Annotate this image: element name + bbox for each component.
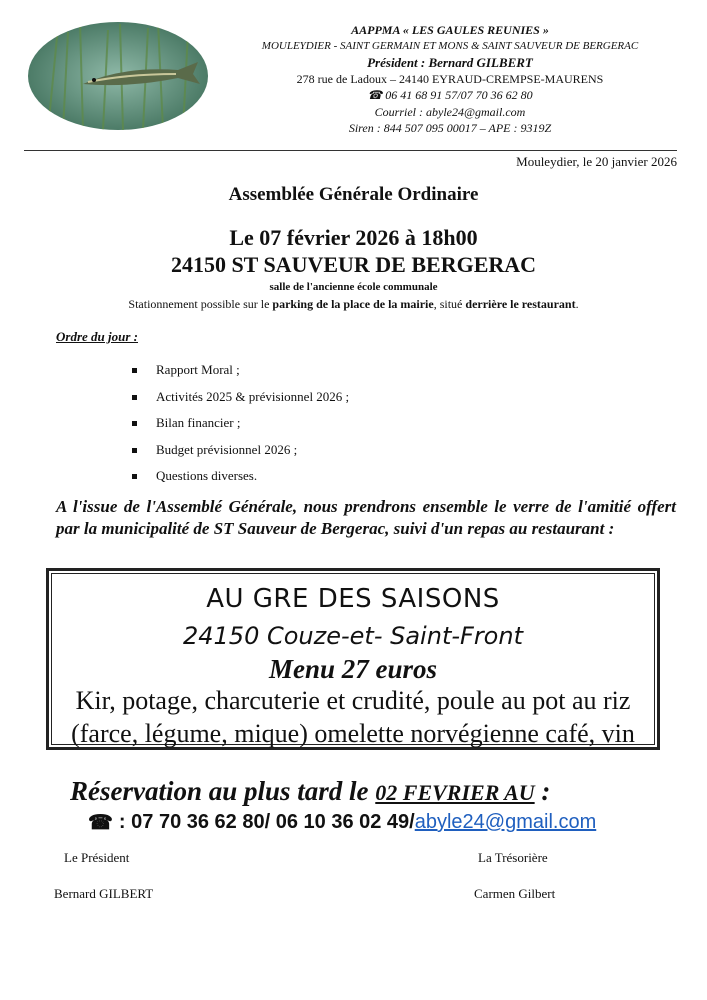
agenda-heading: Ordre du jour :: [56, 329, 138, 344]
restaurant-town: 24150 Couze-et- Saint-Front: [183, 622, 523, 650]
meeting-room: salle de l'ancienne école communale: [269, 281, 438, 293]
agenda-list: [132, 361, 349, 494]
reservation-deadline: Réservation au plus tard le 02 FEVRIER AU :: [70, 776, 551, 806]
menu-line-1: Kir, potage, charcuterie et crudité, poule au pot au riz: [75, 686, 631, 715]
list-item: Rapport Moral ;: [132, 361, 349, 388]
bullet-icon: [132, 448, 137, 453]
treasurer-role: La Trésorière: [478, 850, 548, 865]
reservation-phones: : 07 70 36 62 80/ 06 10 36 02 49/: [118, 811, 415, 833]
meeting-date: Le 07 février 2026 à 18h00: [229, 225, 478, 250]
fish-logo-icon: [28, 22, 208, 130]
association-name: AAPPMA « LES GAULES REUNIES »: [351, 23, 549, 37]
restaurant-name: AU GRE DES SAISONS: [206, 584, 500, 614]
meeting-title: Assemblée Générale Ordinaire: [228, 184, 479, 205]
restaurant-box: [46, 568, 660, 750]
menu-price: Menu 27 euros: [268, 654, 438, 684]
president-name: Bernard GILBERT: [54, 886, 154, 901]
siren-line: Siren : 844 507 095 00017 – APE : 9319Z: [348, 121, 552, 135]
bullet-icon: [132, 474, 137, 479]
list-item: Bilan financier ;: [132, 414, 349, 441]
telephone-icon: ☎: [367, 88, 383, 102]
communes: MOULEYDIER - SAINT GERMAIN ET MONS & SAINT SAUVEUR DE BERGERAC: [261, 40, 639, 52]
parking-note: Stationnement possible sur le parking de la place de la mairie, situé derrière le restaurant.: [128, 297, 579, 311]
list-item: Budget prévisionnel 2026 ;: [132, 441, 349, 468]
phones: ☎ 06 41 68 91 57/07 70 36 62 80: [367, 88, 533, 102]
restaurant-box-inner: [51, 573, 655, 748]
date-line: Mouleydier, le 20 janvier 2026: [516, 154, 677, 169]
email-line: Courriel : abyle24@gmail.com: [374, 105, 526, 119]
reservation-contact: [88, 810, 596, 835]
header-divider: [24, 150, 677, 151]
email-link[interactable]: abyle24@gmail.com: [414, 811, 597, 833]
meeting-place: 24150 ST SAUVEUR DE BERGERAC: [170, 252, 537, 277]
closing-paragraph: A l'issue de l'Assemblé Générale, nous prendrons ensemble le verre de l'amitié offert par la municipalité de ST Sauveur de Bergerac, suivi d'un repas au restaurant :: [56, 497, 676, 538]
president-role: Le Président: [64, 850, 130, 865]
list-item: Questions diverses.: [132, 467, 349, 494]
list-item: Activités 2025 & prévisionnel 2026 ;: [132, 388, 349, 415]
bullet-icon: [132, 395, 137, 400]
menu-line-2: (farce, légume, mique) omelette norvégienne café, vin: [71, 719, 635, 748]
president-line: Président : Bernard GILBERT: [367, 55, 533, 70]
bullet-icon: [132, 368, 137, 373]
bullet-icon: [132, 421, 137, 426]
telephone-icon: ☎: [88, 812, 113, 834]
treasurer-name: Carmen Gilbert: [474, 886, 556, 901]
address: 278 rue de Ladoux – 24140 EYRAUD-CREMPSE-MAURENS: [296, 72, 604, 86]
